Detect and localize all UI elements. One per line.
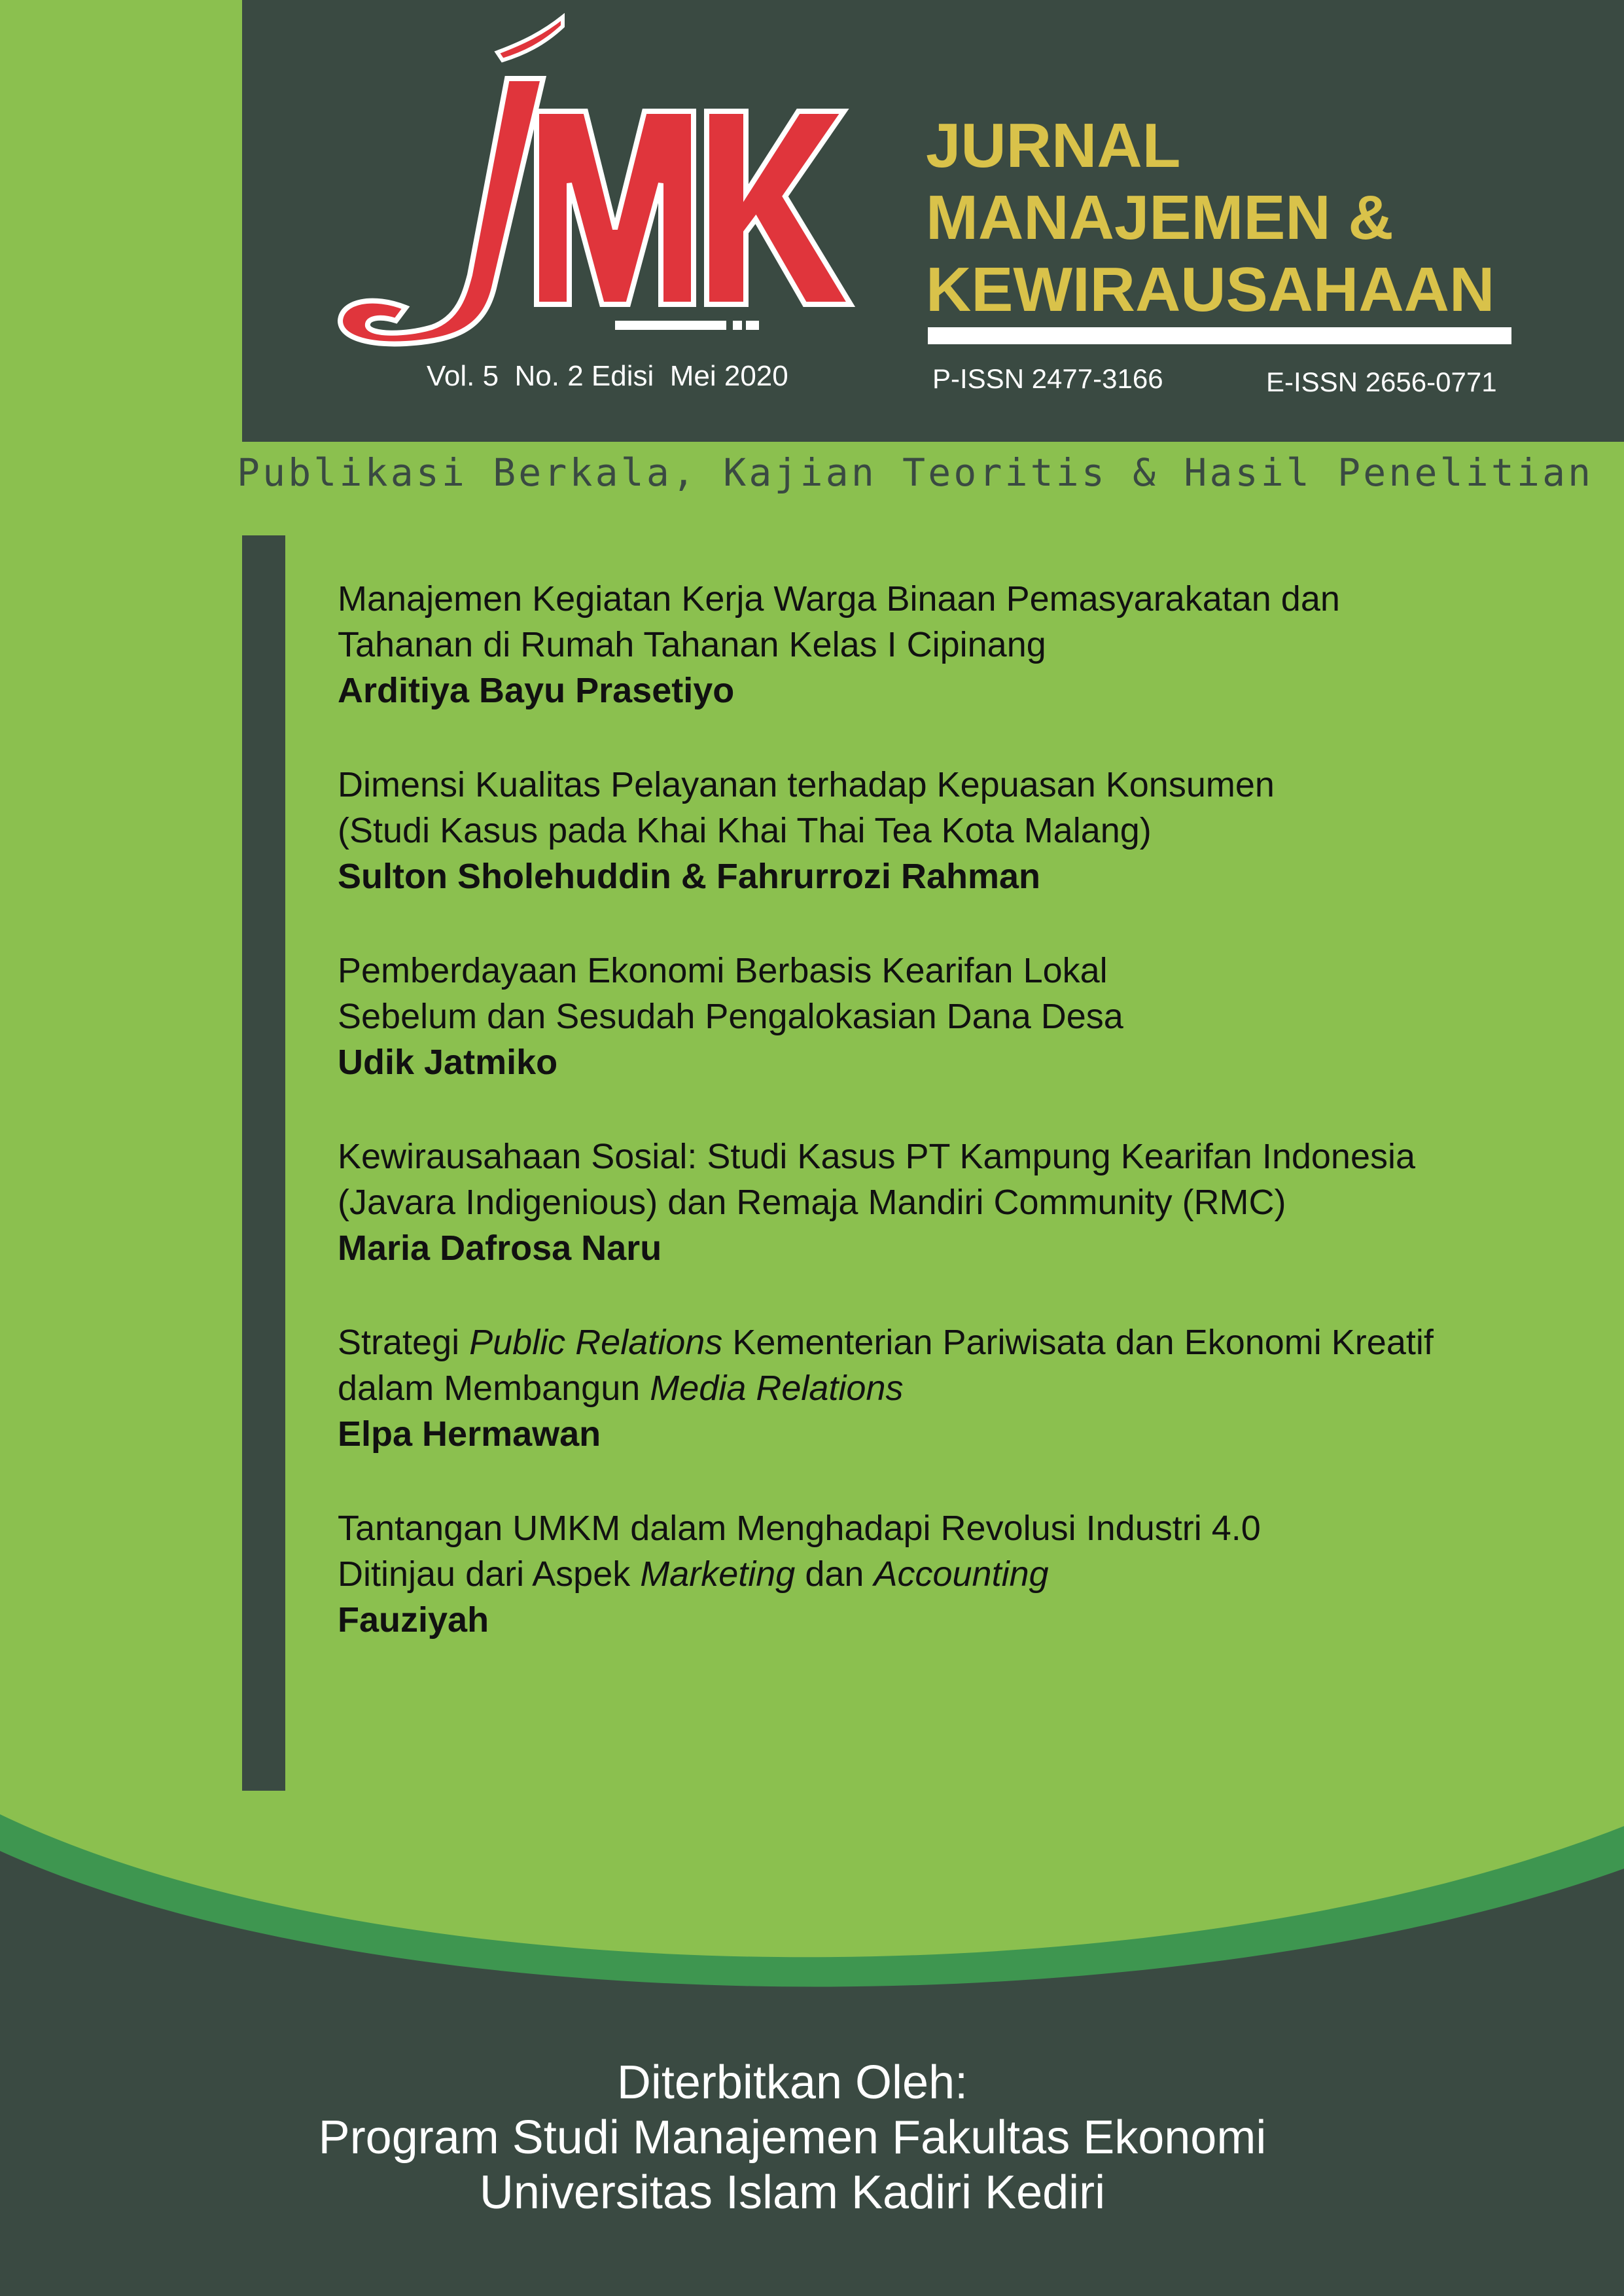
journal-title-line-2: MANAJEMEN & xyxy=(926,183,1394,253)
article-author: Elpa Hermawan xyxy=(338,1414,601,1454)
article-title: Tantangan UMKM dalam Menghadapi Revolusi Industri 4.0 xyxy=(338,1509,1261,1548)
jmk-logo xyxy=(327,13,864,360)
article-title: dalam Membangun Media Relations xyxy=(338,1369,904,1408)
article-title: (Studi Kasus pada Khai Khai Thai Tea Kota Malang) xyxy=(338,811,1152,850)
article-title: (Javara Indigenious) dan Remaja Mandiri Community (RMC) xyxy=(338,1183,1286,1222)
accent-bar xyxy=(242,535,285,1791)
logo-j xyxy=(340,79,543,344)
article-item xyxy=(338,1505,1581,1643)
article-item xyxy=(338,1134,1581,1271)
issue-info: Vol. 5 No. 2 Edisi Mei 2020 xyxy=(427,360,788,392)
article-item xyxy=(338,948,1581,1085)
logo-m xyxy=(537,111,694,304)
journal-title xyxy=(926,110,1494,326)
article-list xyxy=(338,576,1581,1691)
e-issn: E-ISSN 2656-0771 xyxy=(1266,367,1497,397)
publisher-label: Diterbitkan Oleh: xyxy=(616,2056,968,2109)
publisher-university: Universitas Islam Kadiri Kediri xyxy=(479,2166,1106,2219)
article-title: Ditinjau dari Aspek Marketing dan Accounting xyxy=(338,1554,1049,1594)
article-item xyxy=(338,576,1581,713)
p-issn: P-ISSN 2477-3166 xyxy=(932,363,1163,394)
logo-k xyxy=(707,111,851,304)
publisher-program: Program Studi Manajemen Fakultas Ekonomi xyxy=(318,2111,1267,2164)
publisher-block xyxy=(0,2055,1624,2220)
article-title: Pemberdayaan Ekonomi Berbasis Kearifan Lokal xyxy=(338,951,1108,990)
article-author: Arditiya Bayu Prasetiyo xyxy=(338,671,735,710)
article-title: Kewirausahaan Sosial: Studi Kasus PT Kampung Kearifan Indonesia xyxy=(338,1137,1416,1176)
title-underline xyxy=(928,327,1511,344)
article-title: Strategi Public Relations Kementerian Pariwisata dan Ekonomi Kreatif xyxy=(338,1323,1434,1362)
tagline: Publikasi Berkala, Kajian Teoritis & Hasil Penelitian xyxy=(237,450,1594,495)
article-author: Fauziyah xyxy=(338,1600,489,1640)
article-title: Manajemen Kegiatan Kerja Warga Binaan Pemasyarakatan dan xyxy=(338,579,1340,619)
article-author: Udik Jatmiko xyxy=(338,1043,558,1082)
article-item xyxy=(338,762,1581,899)
article-author: Sulton Sholehuddin & Fahrurrozi Rahman xyxy=(338,857,1040,896)
article-author: Maria Dafrosa Naru xyxy=(338,1229,662,1268)
article-item xyxy=(338,1319,1581,1457)
article-title: Tahanan di Rumah Tahanan Kelas I Cipinang xyxy=(338,625,1046,664)
article-title: Sebelum dan Sesudah Pengalokasian Dana Desa xyxy=(338,997,1123,1036)
logo-j-flourish xyxy=(497,17,563,60)
journal-title-line-3: KEWIRAUSAHAAN xyxy=(926,255,1495,325)
journal-title-line-1: JURNAL xyxy=(926,111,1181,181)
article-title: Dimensi Kualitas Pelayanan terhadap Kepuasan Konsumen xyxy=(338,765,1275,804)
